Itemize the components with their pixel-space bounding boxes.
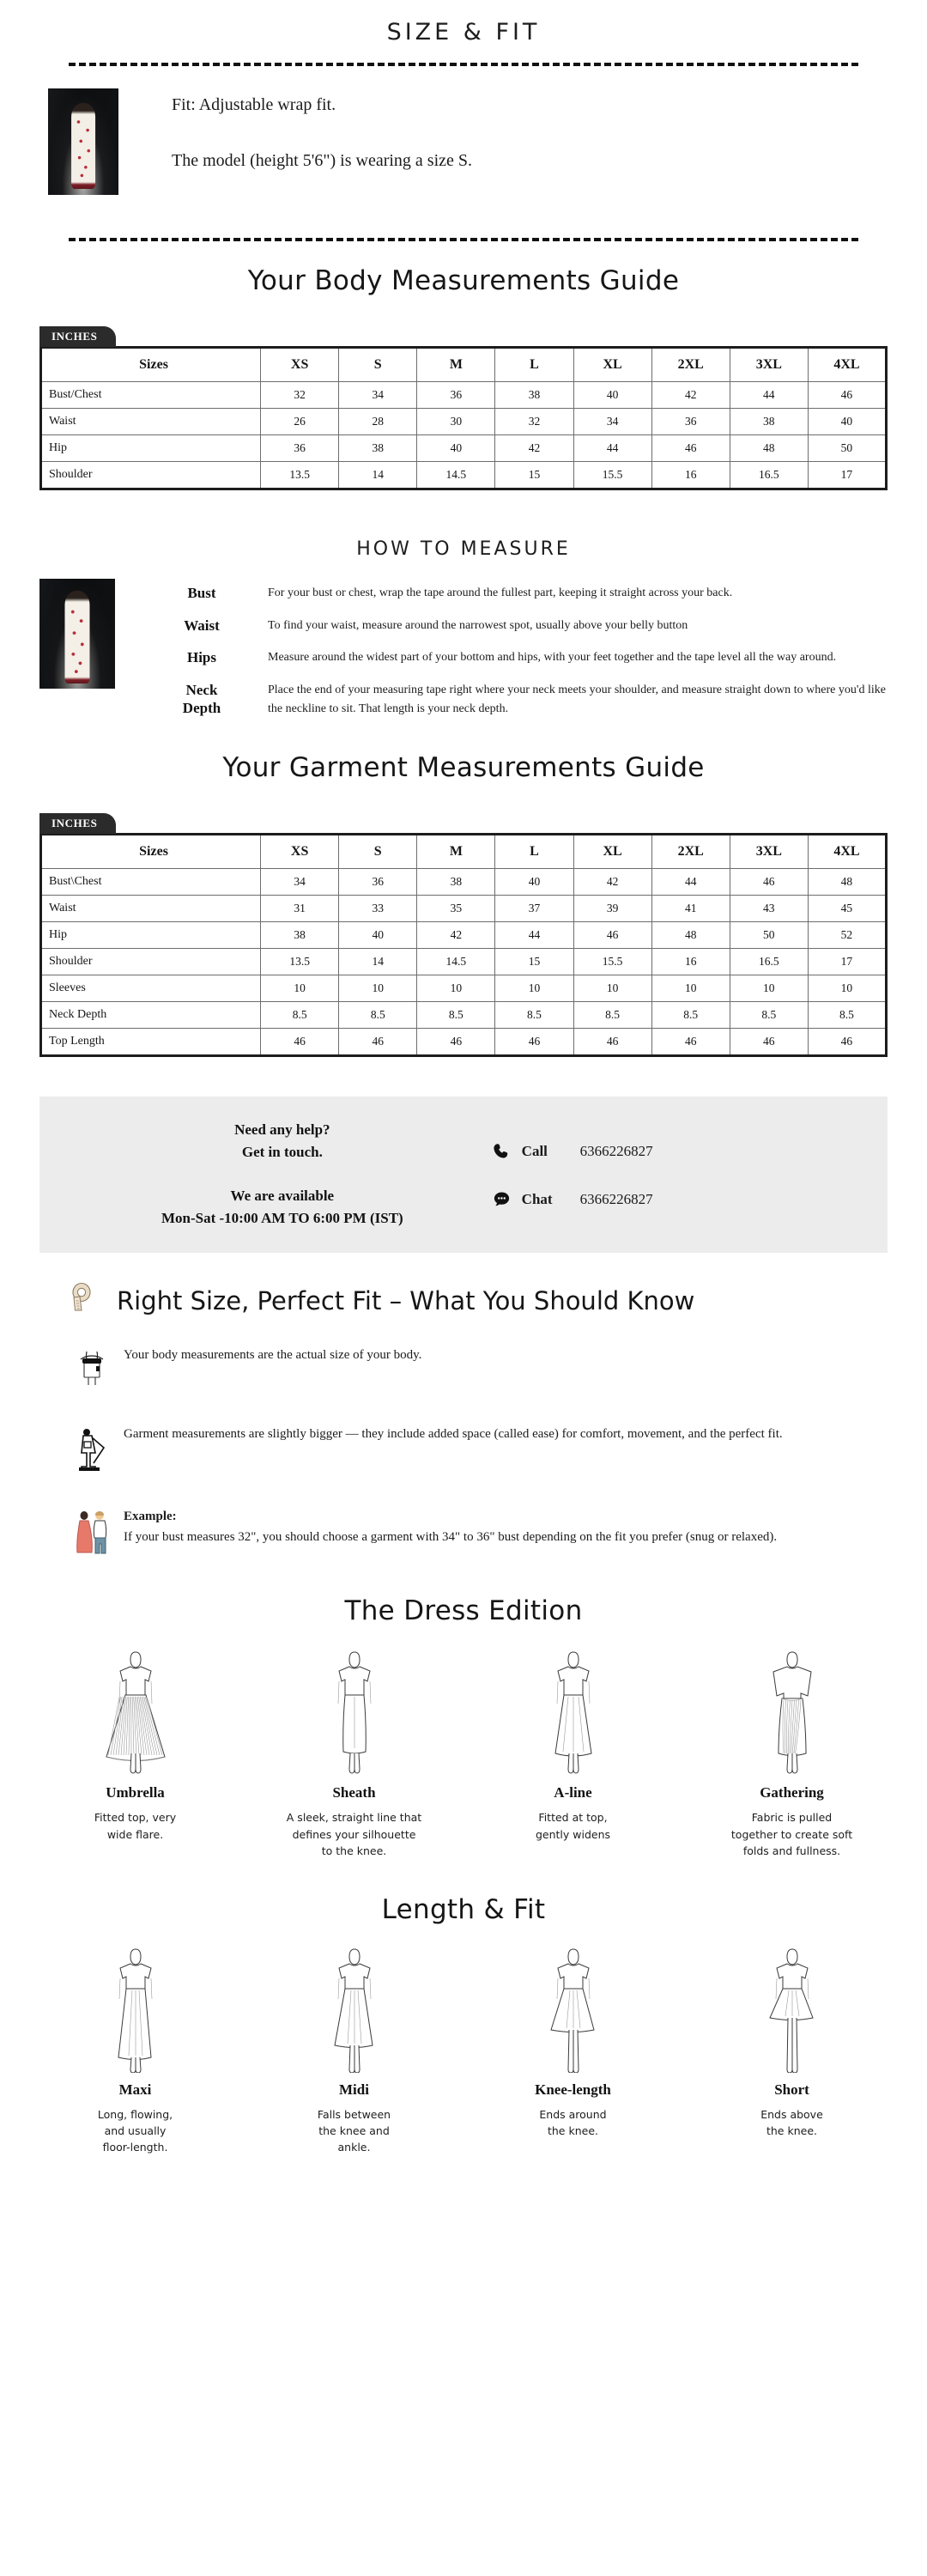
table-cell: 45 [808, 896, 886, 922]
dress-style-name: Umbrella [106, 1784, 165, 1801]
row-label: Bust/Chest [41, 382, 261, 409]
table-cell: 10 [730, 975, 808, 1002]
table-cell: 15 [495, 949, 573, 975]
measure-term: Neck Depth [182, 682, 221, 717]
table-cell: 8.5 [339, 1002, 417, 1029]
row-label: Sleeves [41, 975, 261, 1002]
example-body: If your bust measures 32", you should choose a garment with 34" to 36" bust depending on the fit you prefer (snug or relaxed). [124, 1530, 778, 1545]
availability-line-1: We are available [230, 1188, 335, 1205]
dress-length-illustration-icon [250, 1944, 458, 2073]
measure-term: Waist [184, 617, 220, 634]
table-cell: 37 [495, 896, 573, 922]
help-text-block [74, 1119, 491, 1229]
table-cell: 13.5 [261, 462, 339, 489]
model-figure [71, 103, 95, 188]
table-cell: 40 [808, 409, 886, 435]
right-size-point-2-text: Garment measurements are slightly bigger — they include added space (called ease) for comfort, movement, and the perfect fit. [124, 1427, 783, 1442]
table-row [41, 462, 887, 489]
body-guide-heading: Your Body Measurements Guide [247, 265, 680, 296]
row-label: Shoulder [41, 949, 261, 975]
dress-length-description: Long, flowing, and usually floor-length. [97, 2107, 173, 2154]
measure-term: Hips [186, 649, 217, 666]
dress-length-name: Maxi [118, 2081, 152, 2098]
row-label: Hip [41, 922, 261, 949]
col-header-2xl: 2XL [651, 348, 730, 382]
measure-item [151, 681, 886, 718]
table-cell: 46 [730, 1029, 808, 1056]
availability-line-2: Mon-Sat -10:00 AM TO 6:00 PM (IST) [161, 1209, 403, 1226]
table-cell: 10 [261, 975, 339, 1002]
col-header-m: M [417, 348, 495, 382]
row-label: Shoulder [41, 462, 261, 489]
col-header-xl: XL [573, 348, 651, 382]
measuring-tape-icon [67, 1282, 101, 1319]
row-label: Waist [41, 896, 261, 922]
table-cell: 46 [573, 922, 651, 949]
measure-term: Bust [187, 585, 216, 601]
table-row [41, 409, 887, 435]
table-cell: 44 [573, 435, 651, 462]
table-cell: 31 [261, 896, 339, 922]
dress-length-item[interactable] [26, 1944, 245, 2156]
dress-length-item[interactable] [464, 1944, 682, 2156]
row-label: Hip [41, 435, 261, 462]
table-cell: 48 [808, 869, 886, 896]
table-cell: 15.5 [573, 949, 651, 975]
table-cell: 8.5 [261, 1002, 339, 1029]
col-header-s: S [339, 348, 417, 382]
chat-label: Chat [521, 1191, 553, 1208]
table-cell: 34 [261, 869, 339, 896]
col-header-3xl: 3XL [730, 835, 808, 869]
table-cell: 8.5 [808, 1002, 886, 1029]
dress-style-name: A-line [554, 1784, 592, 1801]
table-cell: 10 [495, 975, 573, 1002]
table-cell: 38 [261, 922, 339, 949]
table-cell: 44 [651, 869, 730, 896]
dress-length-name: Knee-length [535, 2081, 611, 2098]
table-cell: 10 [651, 975, 730, 1002]
dress-style-name: Sheath [332, 1784, 376, 1801]
dress-length-illustration-icon [688, 1944, 896, 2073]
table-cell: 40 [417, 435, 495, 462]
table-cell: 32 [261, 382, 339, 409]
table-row [41, 896, 887, 922]
measure-description: Place the end of your measuring tape right where your neck meets your shoulder, and measure straight down to where you'd like the neckline to sit. That length is your neck depth. [268, 683, 886, 715]
table-header-row [41, 348, 887, 382]
body-measurements-table [39, 346, 888, 490]
dress-form-icon [67, 1506, 117, 1556]
table-row [41, 435, 887, 462]
dress-length-item[interactable] [682, 1944, 901, 2156]
garment-table-unit-tab: INCHES [39, 813, 116, 834]
fit-intro-section [0, 66, 927, 207]
call-number[interactable]: 6366226827 [579, 1143, 653, 1160]
measure-item [151, 648, 886, 667]
fit-intro-text [118, 88, 472, 207]
help-channels [491, 1133, 853, 1214]
table-cell: 46 [730, 869, 808, 896]
table-cell: 35 [417, 896, 495, 922]
table-row [41, 1029, 887, 1056]
table-cell: 39 [573, 896, 651, 922]
table-cell: 14.5 [417, 462, 495, 489]
table-cell: 32 [495, 409, 573, 435]
table-cell: 41 [651, 896, 730, 922]
row-label: Bust\Chest [41, 869, 261, 896]
table-cell: 42 [417, 922, 495, 949]
dress-style-item[interactable] [245, 1647, 464, 1859]
col-header-l: L [495, 348, 573, 382]
length-fit-grid [26, 1944, 901, 2156]
table-cell: 46 [495, 1029, 573, 1056]
table-cell: 38 [730, 409, 808, 435]
table-cell: 38 [417, 869, 495, 896]
length-fit-heading: Length & Fit [381, 1893, 546, 1925]
table-cell: 44 [495, 922, 573, 949]
measure-item [151, 584, 886, 603]
table-cell: 36 [261, 435, 339, 462]
table-cell: 46 [808, 1029, 886, 1056]
dress-style-name: Gathering [760, 1784, 824, 1801]
dress-length-description: Ends around the knee. [539, 2107, 607, 2137]
chat-channel[interactable] [491, 1188, 853, 1211]
table-body [41, 382, 887, 489]
dress-style-illustration-icon [688, 1647, 896, 1776]
table-cell: 40 [573, 382, 651, 409]
right-size-example-text [117, 1506, 853, 1547]
table-cell: 16 [651, 462, 730, 489]
table-cell: 48 [651, 922, 730, 949]
dress-edition-heading: The Dress Edition [344, 1595, 583, 1627]
measure-description: To find your waist, measure around the narrowest spot, usually above your belly button [268, 618, 688, 632]
table-cell: 36 [417, 382, 495, 409]
table-cell: 46 [808, 382, 886, 409]
table-row [41, 975, 887, 1002]
dress-length-name: Midi [339, 2081, 369, 2098]
table-cell: 38 [339, 435, 417, 462]
table-cell: 33 [339, 896, 417, 922]
measure-item [151, 617, 886, 635]
how-to-measure-heading: HOW TO MEASURE [356, 538, 571, 560]
dress-style-illustration-icon [31, 1647, 239, 1776]
availability-block [74, 1185, 491, 1229]
table-cell: 15.5 [573, 462, 651, 489]
garment-measurements-table [39, 833, 888, 1057]
dress-style-item[interactable] [682, 1647, 901, 1859]
example-label: Example: [124, 1510, 177, 1524]
tailor-icon [67, 1424, 117, 1472]
table-cell: 42 [495, 435, 573, 462]
measuring-body-icon [67, 1345, 117, 1388]
table-cell: 46 [417, 1029, 495, 1056]
body-table-unit-tab: INCHES [39, 326, 116, 347]
table-cell: 50 [730, 922, 808, 949]
measure-description: For your bust or chest, wrap the tape around the fullest part, keeping it straight across your back. [268, 586, 733, 599]
table-cell: 46 [573, 1029, 651, 1056]
measure-description: Measure around the widest part of your bottom and hips, with your feet together and the tape level all the way around. [268, 651, 837, 665]
table-cell: 34 [339, 382, 417, 409]
dress-style-item[interactable] [464, 1647, 682, 1859]
col-header-sizes: Sizes [41, 835, 261, 869]
phone-icon [491, 1140, 513, 1163]
table-cell: 28 [339, 409, 417, 435]
garment-guide-heading: Your Garment Measurements Guide [222, 752, 705, 784]
table-cell: 40 [339, 922, 417, 949]
table-cell: 16.5 [730, 949, 808, 975]
col-header-4xl: 4XL [808, 348, 886, 382]
page-header [0, 0, 927, 46]
dress-length-name: Short [774, 2081, 809, 2098]
row-label: Top Length [41, 1029, 261, 1056]
table-cell: 8.5 [417, 1002, 495, 1029]
dress-style-description: A sleek, straight line that defines your silhouette to the knee. [286, 1811, 422, 1858]
table-cell: 42 [651, 382, 730, 409]
measure-model-figure [64, 591, 89, 683]
table-cell: 8.5 [730, 1002, 808, 1029]
table-cell: 46 [651, 435, 730, 462]
table-cell: 10 [573, 975, 651, 1002]
right-size-point-1-text: Your body measurements are the actual size of your body. [124, 1348, 422, 1363]
dress-style-description: Fitted top, very wide flare. [94, 1811, 177, 1841]
need-help-block [74, 1119, 491, 1163]
table-cell: 10 [339, 975, 417, 1002]
table-cell: 38 [495, 382, 573, 409]
col-header-m: M [417, 835, 495, 869]
table-row [41, 922, 887, 949]
dress-edition-grid [26, 1647, 901, 1859]
table-cell: 16 [651, 949, 730, 975]
table-cell: 34 [573, 409, 651, 435]
fit-line-1: Fit: Adjustable wrap fit. [172, 95, 336, 114]
table-row [41, 382, 887, 409]
table-cell: 46 [651, 1029, 730, 1056]
right-size-point-1 [67, 1345, 853, 1388]
table-cell: 13.5 [261, 949, 339, 975]
dress-length-illustration-icon [469, 1944, 677, 2073]
chat-number[interactable]: 6366226827 [579, 1191, 653, 1208]
row-label: Waist [41, 409, 261, 435]
measure-model-photo [39, 579, 115, 689]
col-header-sizes: Sizes [41, 348, 261, 382]
need-help-line-2: Get in touch. [241, 1143, 323, 1160]
table-cell: 10 [417, 975, 495, 1002]
table-cell: 46 [339, 1029, 417, 1056]
call-label: Call [521, 1143, 548, 1160]
table-cell: 46 [261, 1029, 339, 1056]
right-size-heading: Right Size, Perfect Fit – What You Should Know [117, 1285, 695, 1315]
table-cell: 14.5 [417, 949, 495, 975]
dress-style-illustration-icon [250, 1647, 458, 1776]
table-cell: 17 [808, 462, 886, 489]
table-cell: 30 [417, 409, 495, 435]
table-header-row [41, 835, 887, 869]
table-cell: 8.5 [651, 1002, 730, 1029]
model-photo [48, 88, 118, 195]
table-cell: 10 [808, 975, 886, 1002]
col-header-xl: XL [573, 835, 651, 869]
table-cell: 40 [495, 869, 573, 896]
table-row [41, 869, 887, 896]
dress-style-description: Fabric is pulled together to create soft folds and fullness. [730, 1811, 853, 1858]
col-header-s: S [339, 835, 417, 869]
right-size-example [67, 1506, 853, 1556]
table-cell: 8.5 [573, 1002, 651, 1029]
dress-length-description: Falls between the knee and ankle. [317, 2107, 391, 2154]
body-measurements-table-wrap [39, 325, 888, 490]
measure-item-list [115, 579, 927, 732]
table-cell: 50 [808, 435, 886, 462]
dress-style-illustration-icon [469, 1647, 677, 1776]
help-contact-box [39, 1097, 888, 1253]
table-cell: 17 [808, 949, 886, 975]
col-header-2xl: 2XL [651, 835, 730, 869]
table-cell: 26 [261, 409, 339, 435]
table-cell: 14 [339, 949, 417, 975]
dress-length-item[interactable] [245, 1944, 464, 2156]
chat-icon [491, 1188, 513, 1211]
page-title: SIZE & FIT [386, 19, 541, 46]
dress-length-illustration-icon [31, 1944, 239, 2073]
fit-line-2: The model (height 5'6") is wearing a size S. [172, 151, 473, 170]
right-size-heading-row [67, 1282, 927, 1319]
right-size-point-2 [67, 1424, 853, 1472]
table-cell: 14 [339, 462, 417, 489]
call-channel[interactable] [491, 1140, 853, 1163]
col-header-4xl: 4XL [808, 835, 886, 869]
table-cell: 48 [730, 435, 808, 462]
garment-measurements-table-wrap [39, 812, 888, 1057]
table-body [41, 869, 887, 1056]
table-cell: 42 [573, 869, 651, 896]
col-header-3xl: 3XL [730, 348, 808, 382]
table-row [41, 1002, 887, 1029]
dress-style-item[interactable] [26, 1647, 245, 1859]
col-header-xs: XS [261, 348, 339, 382]
col-header-xs: XS [261, 835, 339, 869]
how-to-measure-section [0, 579, 927, 732]
table-cell: 8.5 [495, 1002, 573, 1029]
table-cell: 16.5 [730, 462, 808, 489]
table-cell: 43 [730, 896, 808, 922]
dress-style-description: Fitted at top, gently widens [535, 1811, 611, 1841]
row-label: Neck Depth [41, 1002, 261, 1029]
table-cell: 44 [730, 382, 808, 409]
table-cell: 52 [808, 922, 886, 949]
table-cell: 15 [495, 462, 573, 489]
table-cell: 36 [339, 869, 417, 896]
need-help-line-1: Need any help? [234, 1121, 330, 1139]
table-cell: 36 [651, 409, 730, 435]
dress-length-description: Ends above the knee. [760, 2107, 823, 2137]
col-header-l: L [495, 835, 573, 869]
table-row [41, 949, 887, 975]
